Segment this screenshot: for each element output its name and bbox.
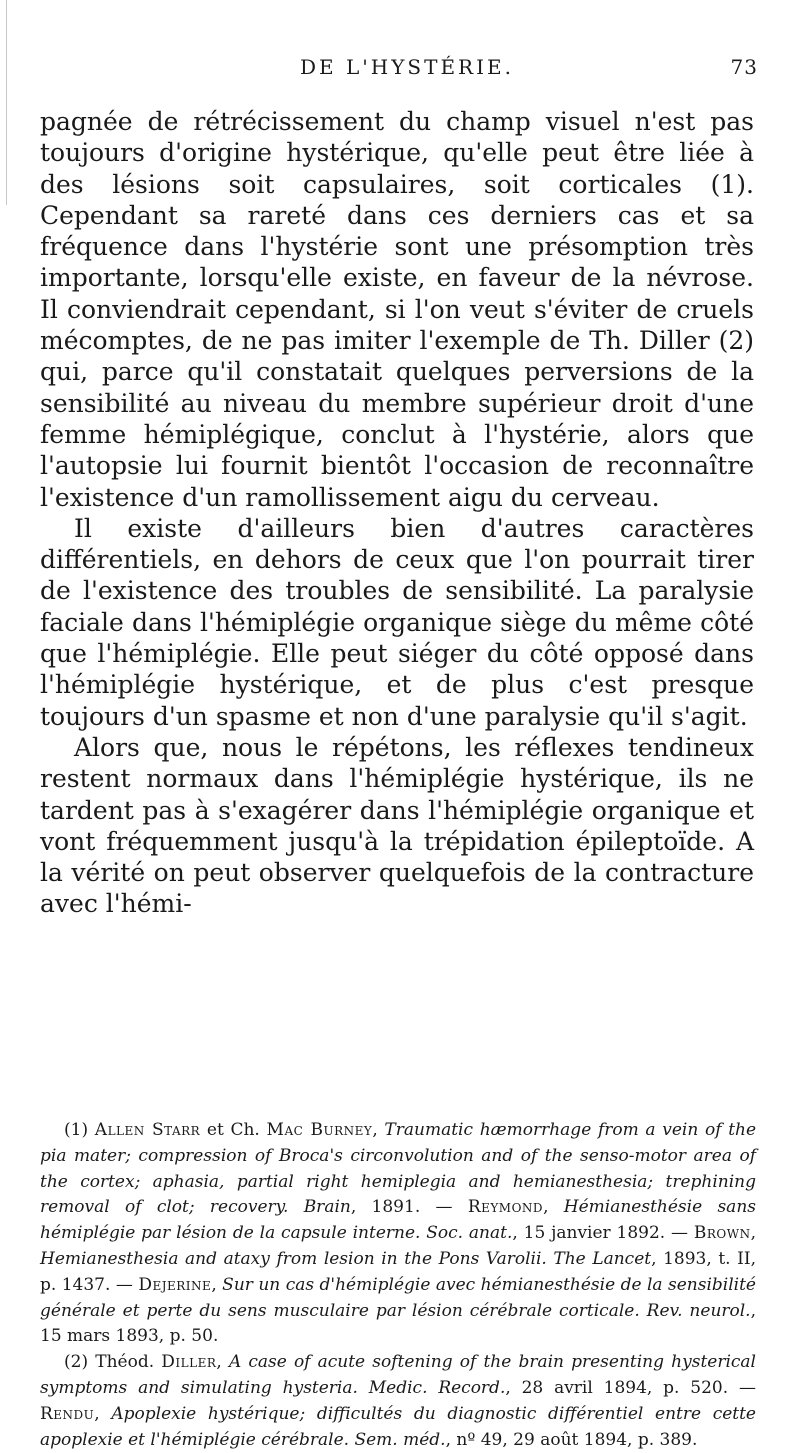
footnote-text: , (211, 1274, 223, 1295)
footnote-citation-title: Traumatic hæmorrhage from a vein of the pia mater; compression of Broca's circonvolution and of the senso-motor area of the cortex; aphasia, partial right hemiplegia and hemianesthesia; trephining removal of clot; recovery. Brain (40, 1120, 757, 1218)
footnotes (40, 1118, 756, 1453)
footnote-text: , nº 49, 29 août 1894, p. 389. (445, 1429, 698, 1450)
footnote-text: , 1891. — (350, 1197, 468, 1218)
running-head (0, 55, 800, 85)
footnote-mark: (2) (64, 1352, 89, 1373)
footnote-citation-title: A case of acute softening of the brain presenting hysterical symptoms and simulating hysteria. Medic. Record. (40, 1352, 756, 1398)
footnote-text: et Ch. (200, 1120, 267, 1140)
footnote-author: Diller (161, 1352, 217, 1373)
footnote-text: , (543, 1197, 564, 1218)
footnote-author: Brown (693, 1223, 751, 1244)
footnote-author: Rendu (40, 1403, 95, 1424)
paragraph-3: Alors que, nous le répétons, les réflexes tendineux restent normaux dans l'hémiplégie hystérique, ils ne tardent pas à s'exagérer dans l'hémiplégie organique et vont fréquemment jusqu'à la trépidation épileptoïde. A la vérité on peut observer quelquefois de la contracture avec l'hémi- (40, 732, 754, 919)
page-number: 73 (730, 55, 758, 79)
footnote-1 (40, 1118, 756, 1350)
paragraph-2: Il existe d'ailleurs bien d'autres caractères différentiels, en dehors de ceux que l'on pourrait tirer de l'existence des troubles de sensibilité. La paralysie faciale dans l'hémiplégie organique siège du même côté que l'hémiplégie. Elle peut siéger du côté opposé dans l'hémiplégie hystérique, et de plus c'est presque toujours d'un spasme et non d'une paralysie qu'il s'agit. (40, 513, 754, 731)
footnote-text: Théod. (88, 1352, 162, 1373)
page-edge-line (6, 0, 7, 205)
footnote-author: Reymond (467, 1197, 544, 1218)
main-text (40, 106, 754, 920)
footnote-text: , 1893, t. II, p. 1437. — (40, 1248, 756, 1295)
footnote-citation-title: Hemianesthesia and ataxy from lesion in the Pons Varolii. The Lancet (40, 1248, 652, 1269)
footnote-author: Mac Burney (266, 1120, 373, 1140)
footnote-text: , (372, 1120, 385, 1140)
footnote-text: , (216, 1352, 229, 1373)
footnote-text: , 28 avril 1894, p. 520. — (505, 1377, 756, 1398)
running-title: DE L'HYSTÉRIE. (300, 55, 514, 79)
footnote-author: Dejerine (138, 1274, 212, 1295)
footnote-citation-title: Hémianesthésie sans hémiplégie par lésion de la capsule interne. Soc. anat. (40, 1197, 756, 1244)
footnote-text: , 15 janvier 1892. — (512, 1223, 694, 1244)
footnote-author: Allen Starr (94, 1120, 201, 1140)
footnote-text: , (94, 1403, 112, 1424)
footnote-2 (40, 1350, 756, 1453)
footnote-citation-title: Apoplexie hystérique; difficultés du diagnostic différentiel entre cette apoplexie et l'hémiplégie cérébrale. Sem. méd. (40, 1403, 756, 1450)
paragraph-1: pagnée de rétrécissement du champ visuel n'est pas toujours d'origine hystérique, qu'elle peut être liée à des lésions soit capsulaires, soit corticales (1). Cependant sa rareté dans ces derniers cas et sa fréquence dans l'hystérie sont une présomption très importante, lorsqu'elle existe, en faveur de la névrose. Il conviendrait cependant, si l'on veut s'éviter de cruels mécomptes, de ne pas imiter l'exemple de Th. Diller (2) qui, parce qu'il constatait quelques perversions de la sensibilité au niveau du membre supérieur droit d'une femme hémiplégique, conclut à l'hystérie, alors que l'autopsie lui fournit bientôt l'occasion de reconnaître l'existence d'un ramollissement aigu du cerveau. (40, 107, 754, 512)
footnote-mark: (1) (64, 1120, 89, 1140)
footnote-text: , 15 mars 1893, p. 50. (40, 1300, 756, 1347)
footnote-citation-title: Sur un cas d'hémiplégie avec hémianesthésie de la sensibilité générale et perte du sens musculaire par lésion cérébrale corticale. Rev. neurol. (40, 1274, 756, 1321)
footnote-text: , (750, 1223, 756, 1244)
